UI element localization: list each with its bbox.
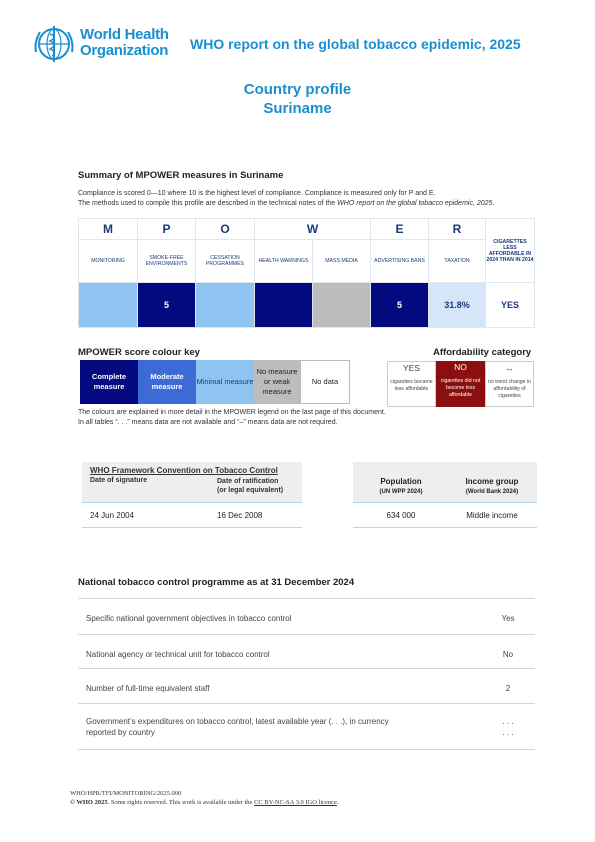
summary-note-2-text: The methods used to compile this profile are described in the technical notes of the — [78, 200, 338, 207]
licence-link[interactable]: CC BY-NC-SA 3.0 IGO licence — [254, 799, 337, 806]
programme-answer: No — [502, 650, 514, 659]
fctc-bottom-line — [82, 527, 302, 528]
programme-row — [78, 668, 535, 704]
col-head-health-warnings: HEALTH WARNINGS — [255, 240, 313, 283]
population-header — [361, 477, 441, 497]
aff-yes-label: YES — [402, 363, 420, 373]
income-value: Middle income — [466, 511, 518, 520]
aff-no-change-desc: no trend change in affordability of cigarettes — [488, 379, 531, 399]
programme-question: Specific national government objectives in tobacco control — [86, 614, 292, 623]
aff-no-change — [485, 361, 534, 407]
org-name — [80, 27, 169, 59]
programme-title: National tobacco control programme as at 31 December 2024 — [78, 577, 355, 588]
key-minimal: Minimal measure — [196, 360, 254, 404]
fctc-ratification-label-1: Date of ratification — [217, 478, 279, 485]
key-no-data: No data — [300, 360, 350, 404]
fctc-ratification-label — [217, 477, 283, 495]
col-head-smoke-free: SMOKE-FREE ENVIRONMENTS — [138, 240, 196, 283]
income-label: Income group — [465, 477, 519, 486]
income-source: (World Bank 2024) — [465, 489, 519, 495]
key-complete: Complete measure — [80, 360, 138, 404]
letter-w: W — [255, 219, 371, 240]
programme-question-line1: Government’s expenditures on tobacco control, latest available year (. . .), in currency — [86, 717, 389, 726]
fctc-signature-label: Date of signature — [90, 477, 148, 484]
note-colours: The colours are explained in more detail in the MPOWER legend on the last page of this document. — [78, 409, 386, 416]
population-label: Population — [380, 477, 422, 486]
document-code: WHO/HPR/TFI/MONITORING/2025.000 — [70, 790, 182, 797]
population-value: 634 000 — [386, 511, 416, 520]
copyright-end: . — [336, 799, 339, 806]
value-advertising: 5 — [371, 283, 429, 328]
aff-no-change-icon: ↔ — [505, 363, 514, 373]
fctc-ratification-label-2: (or legal equivalent) — [217, 487, 284, 494]
fctc-panel — [82, 462, 302, 528]
col-head-mass-media: MASS MEDIA — [313, 240, 371, 283]
aff-no-label: NO — [454, 362, 467, 372]
notes — [78, 408, 386, 428]
key-title: MPOWER score colour key — [78, 347, 200, 358]
income-header — [449, 477, 535, 497]
key-no-measure: No measure or weak measure — [254, 360, 300, 404]
aff-no — [436, 361, 485, 407]
copyright-owner: © WHO 2025 — [70, 799, 108, 806]
col-head-monitoring: MONITORING — [79, 240, 138, 283]
population-panel — [353, 462, 537, 528]
summary-note-2-end: . — [492, 200, 495, 207]
programme-answer-line1: . . . — [502, 717, 514, 726]
note-symbols: In all tables “. . .” means data are not available and “–” means data are not required. — [78, 419, 338, 426]
copyright-text: . Some rights reserved. This work is available under the — [107, 799, 255, 806]
population-divider — [353, 502, 537, 503]
country-name: Suriname — [263, 100, 332, 117]
programme-question-line2: reported by country — [86, 728, 155, 737]
key-moderate: Moderate measure — [138, 360, 196, 404]
letter-o: O — [196, 219, 255, 240]
programme-question — [86, 716, 389, 738]
who-logo — [32, 22, 172, 66]
who-emblem-icon — [32, 22, 76, 66]
copyright — [70, 798, 339, 807]
summary-note-1: Compliance is scored 0—10 where 10 is the highest level of compliance. Compliance is measured only for P and E. — [78, 190, 436, 197]
aff-yes — [387, 361, 436, 407]
programme-row — [78, 703, 535, 750]
aff-no-desc: cigarettes did not become less affordable — [440, 378, 481, 398]
report-title: WHO report on the global tobacco epidemic, 2025 — [190, 36, 521, 52]
value-health-warnings — [255, 283, 313, 328]
value-taxation: 31.8% — [429, 283, 486, 328]
letter-m: M — [79, 219, 138, 240]
col-head-cessation: CESSATION PROGRAMMES — [196, 240, 255, 283]
programme-question: National agency or technical unit for tobacco control — [86, 650, 270, 659]
summary-note-2 — [78, 199, 494, 209]
programme-row — [78, 634, 535, 669]
col-head-taxation: TAXATION — [429, 240, 486, 283]
population-source: (UN WPP 2024) — [379, 489, 423, 495]
mpower-table — [78, 218, 535, 328]
profile-heading — [0, 80, 595, 118]
letter-e: E — [371, 219, 429, 240]
programme-answer-line2: . . . — [502, 728, 514, 737]
programme-row — [78, 598, 535, 635]
footer — [70, 789, 339, 807]
summary-title: Summary of MPOWER measures in Suriname — [78, 170, 284, 181]
letter-r: R — [429, 219, 486, 240]
programme-answer: Yes — [501, 614, 515, 623]
population-bottom-line — [353, 527, 537, 528]
summary-note-2-report: WHO report on the global tobacco epidemic, 2025 — [337, 200, 493, 207]
value-cessation — [196, 283, 255, 328]
programme-question: Number of full-time equivalent staff — [86, 684, 210, 693]
org-name-line1: World Health — [80, 26, 169, 43]
value-affordability: YES — [486, 283, 535, 328]
fctc-divider — [82, 502, 302, 503]
affordability-title: Affordability category — [433, 347, 532, 358]
aff-yes-desc: cigarettes became less affordable — [390, 379, 433, 392]
summary-notes — [78, 189, 494, 209]
fctc-title: WHO Framework Convention on Tobacco Control — [90, 466, 278, 475]
profile-title: Country profile — [243, 81, 352, 98]
value-mass-media — [313, 283, 371, 328]
fctc-signature-date: 24 Jun 2004 — [90, 511, 135, 520]
programme-answer — [478, 716, 538, 738]
fctc-ratification-date: 16 Dec 2008 — [217, 511, 263, 520]
col-head-advertising: ADVERTISING BANS — [371, 240, 429, 283]
value-smoke-free: 5 — [138, 283, 196, 328]
value-monitoring — [79, 283, 138, 328]
col-head-affordability: CIGARETTES LESS AFFORDABLE IN 2024 THAN IN 2014 — [486, 219, 535, 283]
org-name-line2: Organization — [80, 42, 169, 59]
letter-p: P — [138, 219, 196, 240]
programme-answer: 2 — [505, 684, 511, 693]
